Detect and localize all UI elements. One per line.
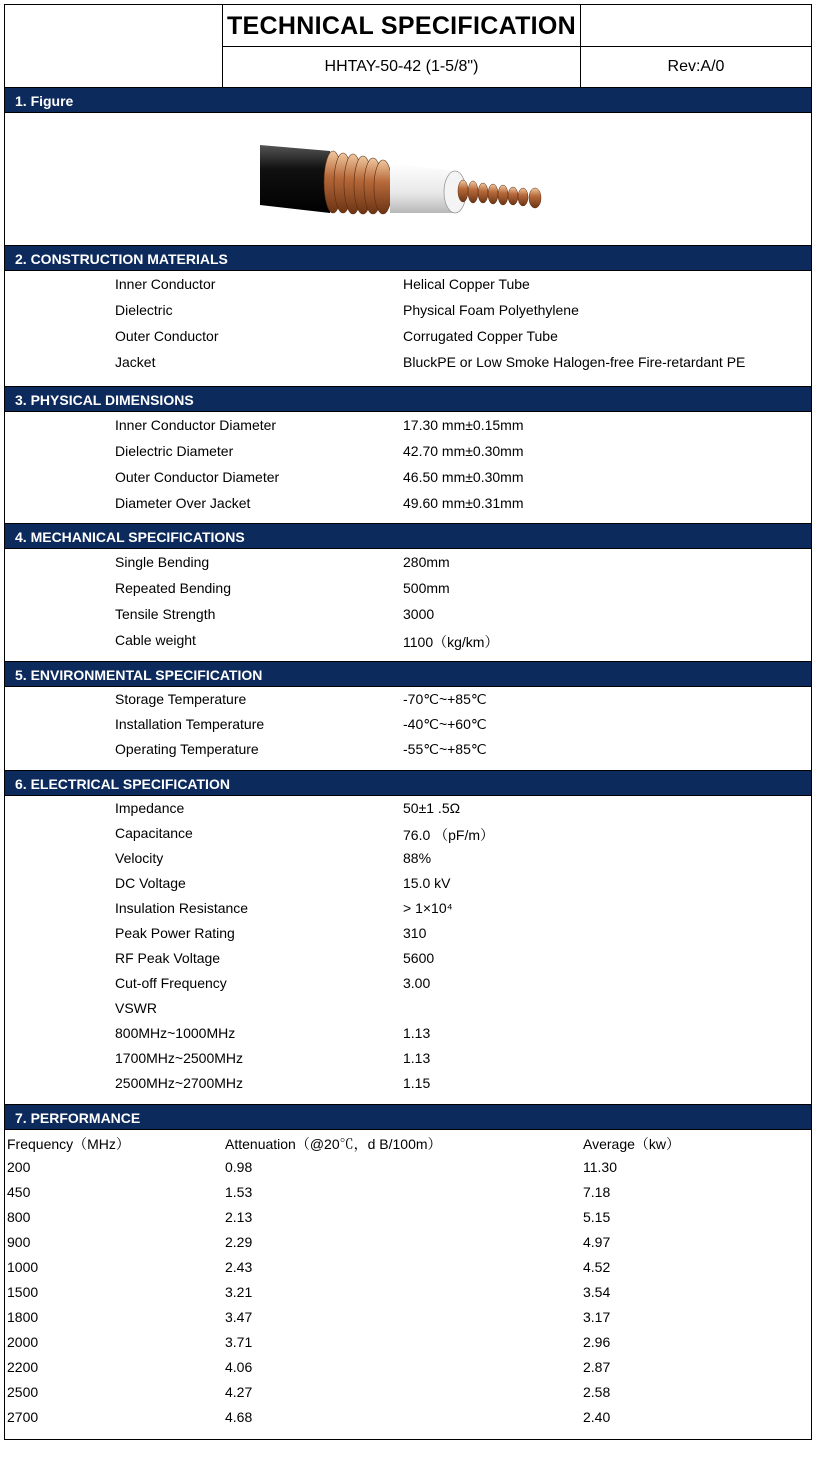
spec-label: Capacitance — [115, 825, 193, 841]
spec-value: 3.00 — [403, 975, 431, 991]
attenuation-cell: 4.06 — [225, 1359, 253, 1375]
spec-label: Impedance — [115, 800, 185, 816]
average-power-cell: 2.96 — [583, 1334, 611, 1350]
spec-value: 1.13 — [403, 1025, 431, 1041]
average-power-cell: 2.40 — [583, 1409, 611, 1425]
spec-value: Corrugated Copper Tube — [403, 328, 558, 344]
attenuation-cell: 3.21 — [225, 1284, 253, 1300]
attenuation-cell: 2.29 — [225, 1234, 253, 1250]
spec-value: -70℃~+85℃ — [403, 691, 487, 707]
spec-value: 76.0 （pF/m） — [403, 827, 495, 843]
header-logo-cell — [5, 5, 223, 87]
spec-value: 5600 — [403, 950, 435, 966]
attenuation-cell: 2.43 — [225, 1259, 253, 1275]
spec-value: 280mm — [403, 554, 450, 570]
spec-label: 1700MHz~2500MHz — [115, 1050, 244, 1066]
frequency-cell: 2700 — [7, 1409, 39, 1425]
section-physical-header: 3. PHYSICAL DIMENSIONS — [5, 386, 811, 412]
spec-label: Inner Conductor — [115, 276, 216, 292]
spec-label: Storage Temperature — [115, 691, 247, 707]
frequency-cell: Frequency（MHz） — [7, 1136, 130, 1152]
spec-label: Outer Conductor Diameter — [115, 469, 280, 485]
spec-label: Single Bending — [115, 554, 210, 570]
frequency-cell: 2500 — [7, 1384, 39, 1400]
spec-label: Tensile Strength — [115, 606, 216, 622]
average-power-cell: Average（kw） — [583, 1136, 681, 1152]
frequency-cell: 1000 — [7, 1259, 39, 1275]
model-number: HHTAY-50-42 (1-5/8") — [223, 47, 581, 87]
attenuation-cell: 4.68 — [225, 1409, 253, 1425]
section-figure-header: 1. Figure — [5, 87, 811, 113]
spec-label: Cable weight — [115, 632, 196, 648]
attenuation-cell: 3.71 — [225, 1334, 253, 1350]
spec-value: 3000 — [403, 606, 435, 622]
spec-label: 2500MHz~2700MHz — [115, 1075, 244, 1091]
average-power-cell: 4.52 — [583, 1259, 611, 1275]
spec-label: Insulation Resistance — [115, 900, 249, 916]
spec-value: 15.0 kV — [403, 875, 451, 891]
spec-value: Physical Foam Polyethylene — [403, 302, 579, 318]
frequency-cell: 900 — [7, 1234, 31, 1250]
attenuation-cell: 4.27 — [225, 1384, 253, 1400]
spec-value: 46.50 mm±0.30mm — [403, 469, 524, 485]
frequency-cell: 200 — [7, 1159, 31, 1175]
attenuation-cell: 1.53 — [225, 1184, 253, 1200]
spec-value: 1.15 — [403, 1075, 431, 1091]
attenuation-cell: 3.47 — [225, 1309, 253, 1325]
spec-label: VSWR — [115, 1000, 157, 1016]
spec-label: Operating Temperature — [115, 741, 259, 757]
average-power-cell: 5.15 — [583, 1209, 611, 1225]
spec-value: BluckPE or Low Smoke Halogen-free Fire-retardant PE — [403, 354, 746, 370]
revision: Rev:A/0 — [667, 58, 725, 75]
spec-value: -55℃~+85℃ — [403, 741, 487, 757]
frequency-cell: 1800 — [7, 1309, 39, 1325]
spec-value: 1100（kg/km） — [403, 634, 499, 650]
frequency-cell: 2200 — [7, 1359, 39, 1375]
spec-label: Inner Conductor Diameter — [115, 417, 277, 433]
spec-value: 310 — [403, 925, 427, 941]
spec-value: > 1×10⁴ — [403, 900, 453, 916]
attenuation-cell: 0.98 — [225, 1159, 253, 1175]
frequency-cell: 800 — [7, 1209, 31, 1225]
spec-label: Diameter Over Jacket — [115, 495, 251, 511]
spec-value: 1.13 — [403, 1050, 431, 1066]
spec-sheet — [4, 4, 812, 1440]
attenuation-cell: 2.13 — [225, 1209, 253, 1225]
frequency-cell: 450 — [7, 1184, 31, 1200]
spec-value: 500mm — [403, 580, 450, 596]
section-construction-header: 2. CONSTRUCTION MATERIALS — [5, 245, 811, 271]
spec-label: DC Voltage — [115, 875, 186, 891]
spec-label: Peak Power Rating — [115, 925, 235, 941]
spec-value: 17.30 mm±0.15mm — [403, 417, 524, 433]
spec-label: Velocity — [115, 850, 164, 866]
average-power-cell: 11.30 — [583, 1159, 617, 1175]
spec-label: Installation Temperature — [115, 716, 265, 732]
average-power-cell: 7.18 — [583, 1184, 611, 1200]
header-table — [5, 5, 811, 87]
spec-value: 49.60 mm±0.31mm — [403, 495, 524, 511]
coaxial-cable-image — [255, 133, 555, 233]
frequency-cell: 1500 — [7, 1284, 39, 1300]
spec-label: Dielectric Diameter — [115, 443, 234, 459]
spec-label: Jacket — [115, 354, 156, 370]
section-performance-header: 7. PERFORMANCE — [5, 1104, 811, 1130]
spec-label: Dielectric — [115, 302, 173, 318]
spec-label: Outer Conductor — [115, 328, 219, 344]
average-power-cell: 3.54 — [583, 1284, 611, 1300]
spec-value: Helical Copper Tube — [403, 276, 530, 292]
spec-label: 800MHz~1000MHz — [115, 1025, 236, 1041]
spec-label: Cut-off Frequency — [115, 975, 227, 991]
section-electrical-header: 6. ELECTRICAL SPECIFICATION — [5, 770, 811, 796]
section-mechanical-header: 4. MECHANICAL SPECIFICATIONS — [5, 523, 811, 549]
section-environmental-header: 5. ENVIRONMENTAL SPECIFICATION — [5, 661, 811, 687]
spec-value: -40℃~+60℃ — [403, 716, 487, 732]
page-title: TECHNICAL SPECIFICATION — [223, 5, 581, 47]
average-power-cell: 4.97 — [583, 1234, 611, 1250]
average-power-cell: 2.87 — [583, 1359, 611, 1375]
spec-value: 88% — [403, 850, 432, 866]
spec-label: RF Peak Voltage — [115, 950, 221, 966]
spec-value: 42.70 mm±0.30mm — [403, 443, 524, 459]
average-power-cell: 3.17 — [583, 1309, 611, 1325]
spec-label: Repeated Bending — [115, 580, 231, 596]
attenuation-cell: Attenuation（@20℃，d B/100m） — [225, 1136, 442, 1152]
average-power-cell: 2.58 — [583, 1384, 611, 1400]
header-empty-cell — [581, 5, 811, 47]
frequency-cell: 2000 — [7, 1334, 39, 1350]
spec-value: 50±1 .5Ω — [403, 800, 461, 816]
